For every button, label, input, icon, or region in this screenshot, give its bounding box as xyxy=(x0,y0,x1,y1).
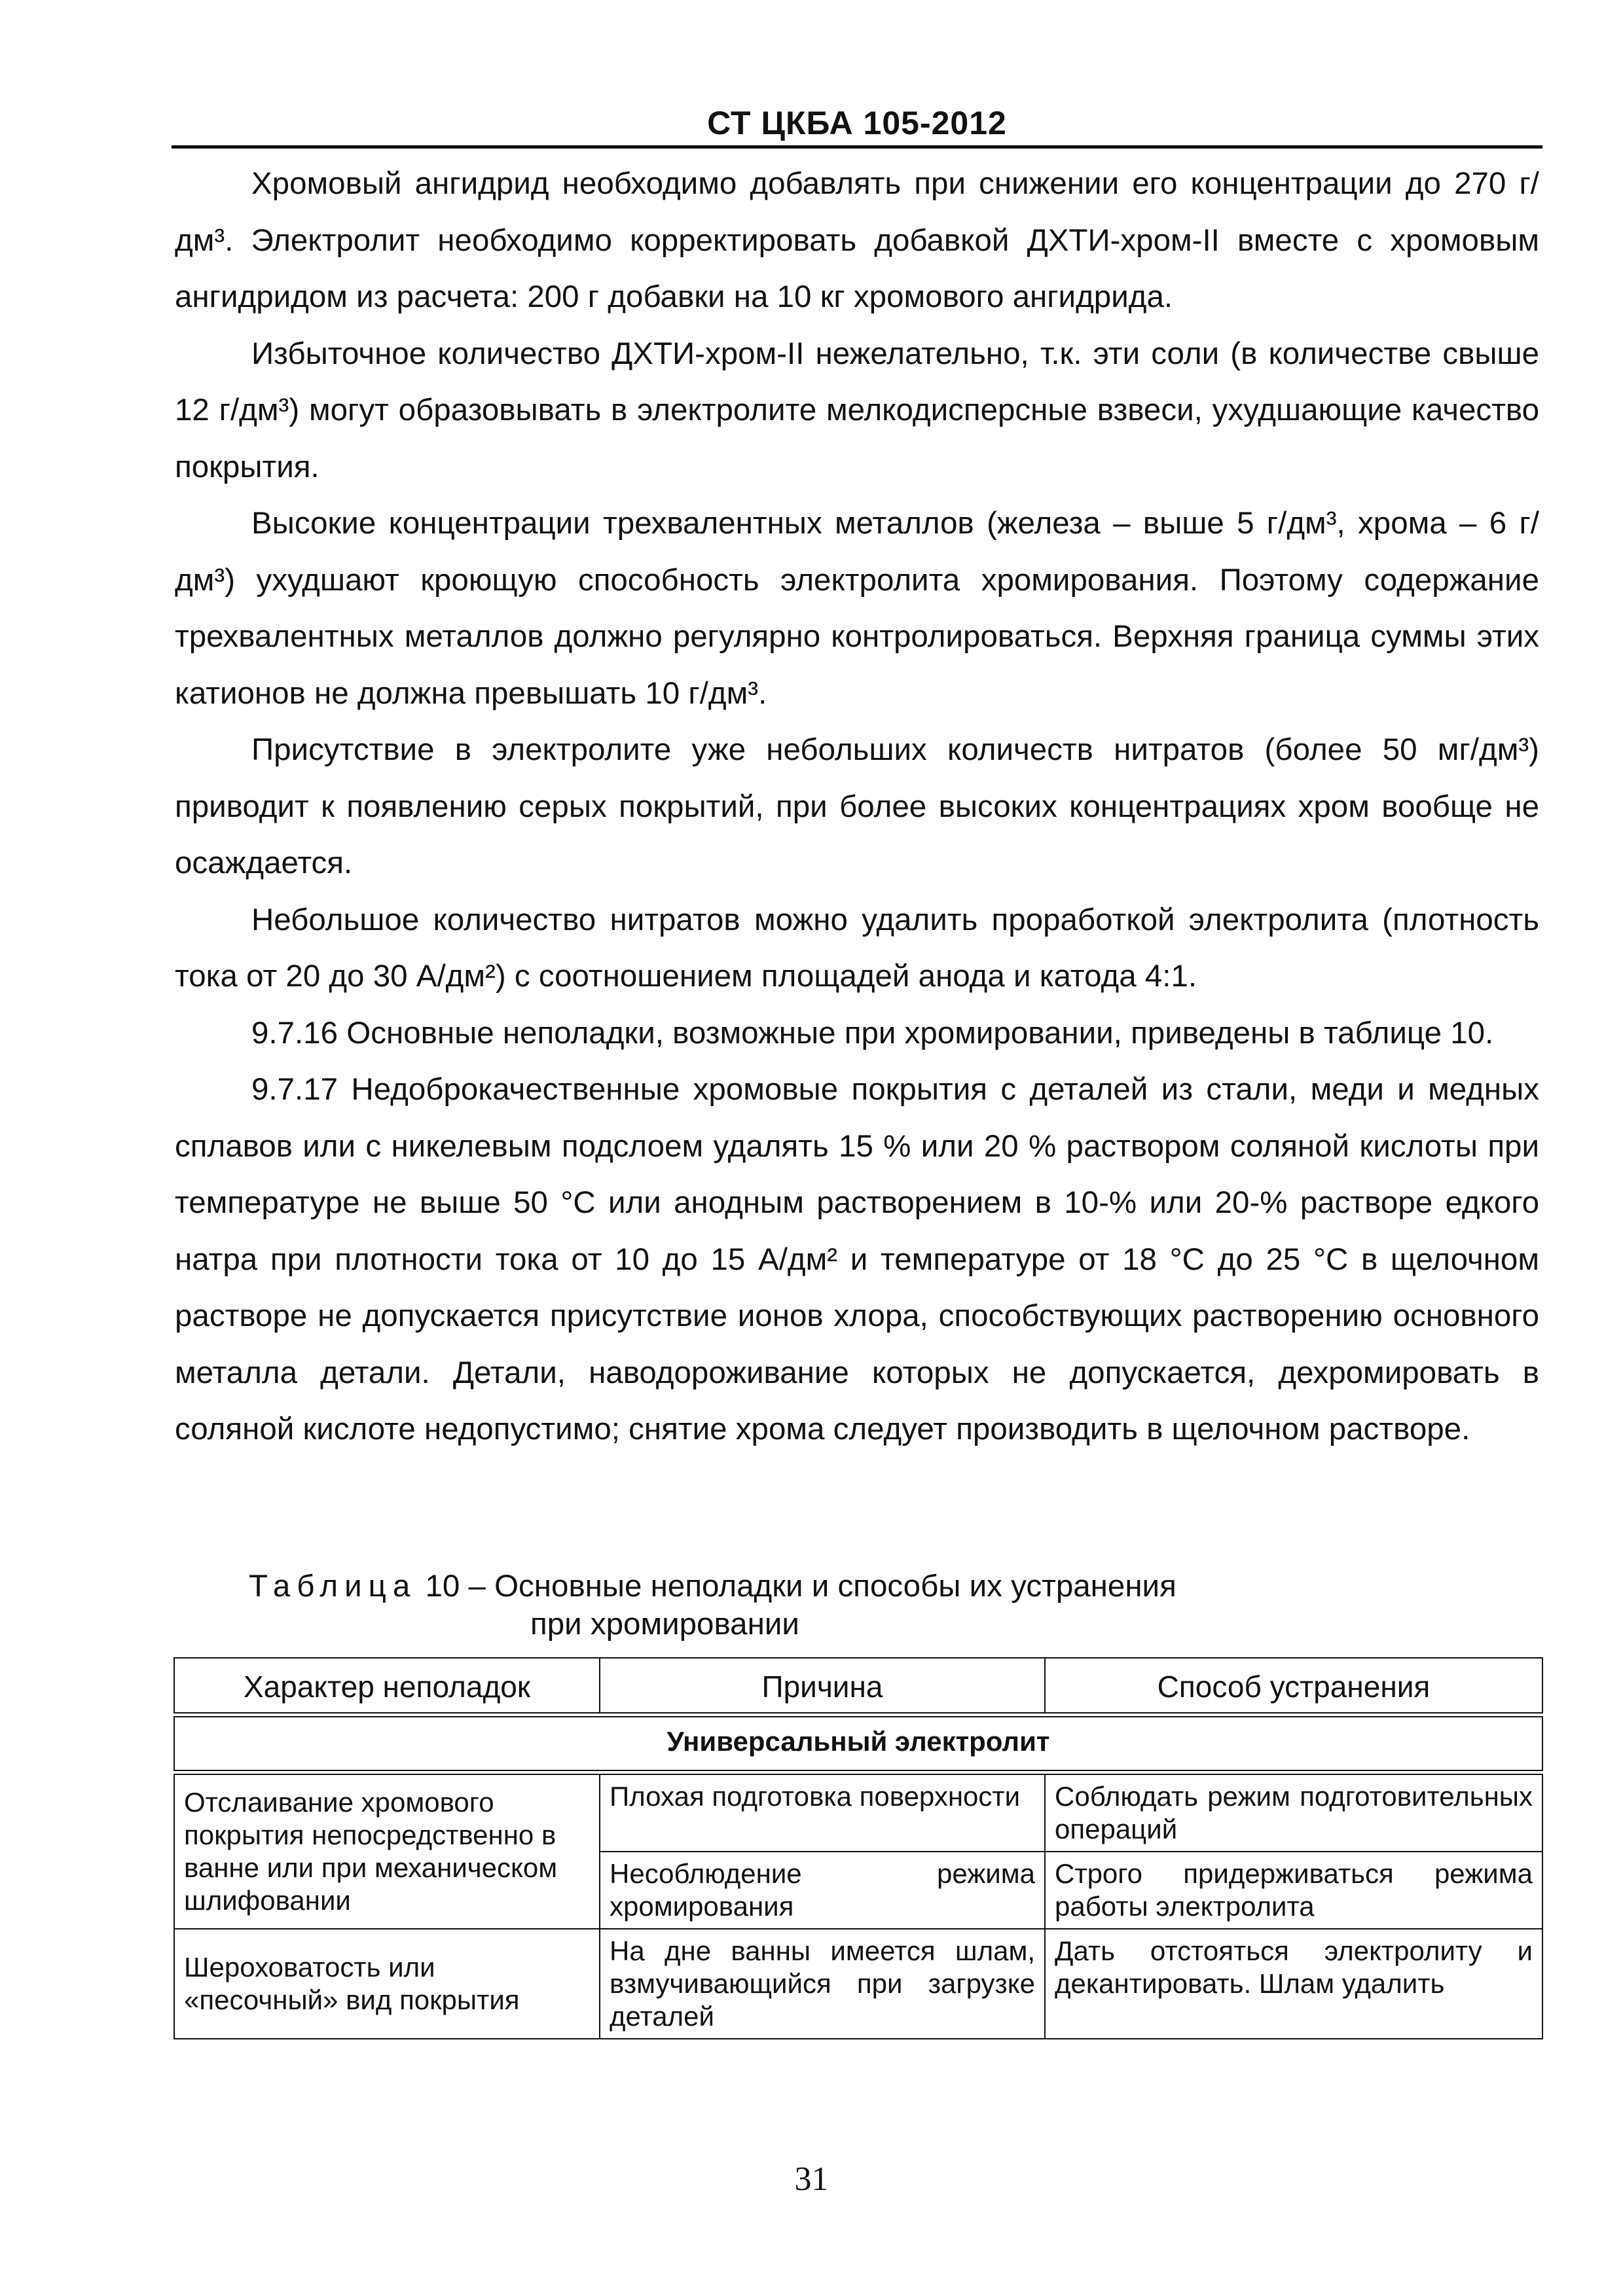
table-caption-line2: при хромировании xyxy=(530,1607,799,1641)
cause-cell: Несоблюдение режима хромирования xyxy=(600,1852,1045,1929)
cause-cell: Плохая подготовка поверхности xyxy=(600,1774,1045,1852)
column-header-cause: Причина xyxy=(600,1658,1045,1713)
table-caption-title: 10 – Основные неполадки и способы их устранения xyxy=(425,1569,1176,1604)
defects-table xyxy=(173,1657,1543,2039)
paragraph: Избыточное количество ДХТИ-хром-II нежелательно, т.к. эти соли (в количестве свыше 12 г/дм³) могут образовывать в электролите мелкодисперсные взвеси, ухудшающие качество покрытия. xyxy=(175,336,1539,484)
paragraph: 9.7.17 Недоброкачественные хромовые покрытия с деталей из стали, меди и медных сплавов или с никелевым подслоем удалять 15 % или 20 % раствором соляной кислоты при температуре не выше 50 °С или анодным растворением в 10-% или 20-% растворе едкого натра при плотности тока от 10 до 15 А/дм² и температуре от 18 °С до 25 °С в щелочном растворе не допускается присутствие ионов хлора, способствующих растворению основного металла детали. Детали, наводороживание которых не допускается, дехромировать в соляной кислоте недопустимо; снятие хрома следует производить в щелочном растворе. xyxy=(175,1072,1539,1446)
table-caption xyxy=(249,1568,1362,1643)
cause-cell: На дне ванны имеется шлам, взмучивающийся при загрузке деталей xyxy=(600,1929,1045,2039)
table-row xyxy=(174,1929,1542,2039)
paragraph: 9.7.16 Основные неполадки, возможные при хромировании, приведены в таблице 10. xyxy=(251,1015,1494,1050)
section-title: Универсальный электролит xyxy=(174,1717,1542,1770)
table-caption-label: Таблица xyxy=(249,1569,417,1604)
column-header-remedy: Способ устранения xyxy=(1045,1658,1542,1713)
remedy-cell: Строго придерживаться режима работы электролита xyxy=(1045,1852,1542,1929)
table-row xyxy=(174,1774,1542,1852)
paragraph: Присутствие в электролите уже небольших количеств нитратов (более 50 мг/дм³) приводит к появлению серых покрытий, при более высоких концентрациях хром вообще не осаждается. xyxy=(175,732,1539,880)
paragraph: Хромовый ангидрид необходимо добавлять при снижении его концентрации до 270 г/дм³. Электролит необходимо корректировать добавкой ДХТИ-хром-II вместе с хромовым ангидридом из расчета: 200 г добавки на 10 кг хромового ангидрида. xyxy=(175,166,1539,314)
column-header-defect: Характер неполадок xyxy=(174,1658,600,1713)
header-rule xyxy=(172,145,1542,149)
table-section-row xyxy=(174,1717,1542,1770)
defect-cell: Шероховатость или «песочный» вид покрытия xyxy=(174,1929,600,2039)
page-number: 31 xyxy=(794,2161,829,2198)
table-header-row xyxy=(174,1658,1542,1713)
document-header: СТ ЦКБА 105-2012 xyxy=(707,105,1007,141)
defect-cell: Отслаивание хромового покрытия непосредственно в ванне или при механическом шлифовании xyxy=(174,1774,600,1929)
remedy-cell: Соблюдать режим подготовительных операций xyxy=(1045,1774,1542,1852)
body-text xyxy=(175,156,1539,1458)
paragraph: Высокие концентрации трехвалентных металлов (железа – выше 5 г/дм³, хрома – 6 г/дм³) ухудшают кроющую способность электролита хромирования. Поэтому содержание трехвалентных металлов должно регулярно контролироваться. Верхняя граница суммы этих катионов не должна превышать 10 г/дм³. xyxy=(175,506,1539,711)
remedy-cell: Дать отстояться электролиту и декантировать. Шлам удалить xyxy=(1045,1929,1542,2039)
paragraph: Небольшое количество нитратов можно удалить проработкой электролита (плотность тока от 20 до 30 А/дм²) с соотношением площадей анода и катода 4:1. xyxy=(175,902,1539,994)
